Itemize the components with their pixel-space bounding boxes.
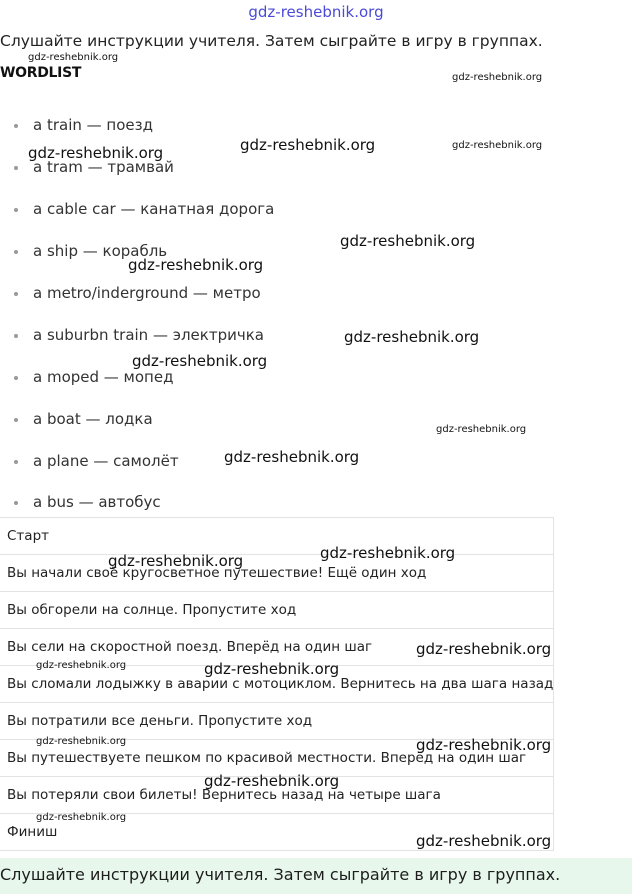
- watermark: gdz-reshebnik.org: [128, 256, 264, 274]
- watermark: gdz-reshebnik.org: [36, 736, 127, 747]
- board-cell: Вы сломали лодыжку в аварии с мотоциклом. Вернитесь на два шага назад: [0, 666, 554, 703]
- word-entry: a cable car — канатная дорога: [33, 200, 275, 218]
- board-cell: Вы начали своё кругосветное путешествие! Ещё один ход: [0, 555, 554, 592]
- bullet-icon: [14, 166, 18, 170]
- watermark: gdz-reshebnik.org: [320, 544, 456, 562]
- bullet-icon: [14, 334, 18, 338]
- site-header-link[interactable]: gdz-reshebnik.org: [248, 3, 384, 21]
- table-row: [0, 703, 554, 740]
- board-cell: Вы потеряли свои билеты! Вернитесь назад на четыре шага: [0, 777, 554, 814]
- watermark: gdz-reshebnik.org: [416, 832, 552, 850]
- board-cell: Вы обгорели на солнце. Пропустите ход: [0, 592, 554, 629]
- board-cell-finish: Финиш: [0, 814, 554, 851]
- watermark: gdz-reshebnik.org: [452, 140, 543, 151]
- bullet-icon: [14, 418, 18, 422]
- watermark: gdz-reshebnik.org: [224, 448, 360, 466]
- word-entry: a plane — самолёт: [33, 452, 179, 470]
- watermark: gdz-reshebnik.org: [204, 660, 340, 678]
- wordlist-heading: WORDLIST: [0, 65, 82, 81]
- watermark: gdz-reshebnik.org: [36, 812, 127, 823]
- bullet-icon: [14, 124, 18, 128]
- table-row: [0, 555, 554, 592]
- word-entry: a suburbn train — электричка: [33, 326, 264, 344]
- watermark: gdz-reshebnik.org: [108, 552, 244, 570]
- watermark: gdz-reshebnik.org: [436, 424, 527, 435]
- word-entry: a tram — трамвай: [33, 158, 174, 176]
- table-row: [0, 592, 554, 629]
- word-entry: a bus — автобус: [33, 493, 161, 511]
- table-row: [0, 518, 554, 555]
- word-entry: a ship — корабль: [33, 242, 168, 260]
- game-board-table: [0, 517, 554, 851]
- footer-instruction: Слушайте инструкции учителя. Затем сыграйте в игру в группах.: [0, 865, 561, 884]
- watermark: gdz-reshebnik.org: [28, 144, 164, 162]
- bullet-icon: [14, 250, 18, 254]
- word-entry: a boat — лодка: [33, 410, 153, 428]
- watermark: gdz-reshebnik.org: [204, 772, 340, 790]
- word-entry: a metro/inderground — метро: [33, 284, 261, 302]
- word-entry: a moped — мопед: [33, 368, 174, 386]
- watermark: gdz-reshebnik.org: [416, 736, 552, 754]
- bullet-icon: [14, 376, 18, 380]
- watermark: gdz-reshebnik.org: [132, 352, 268, 370]
- bullet-icon: [14, 460, 18, 464]
- bullet-icon: [14, 208, 18, 212]
- word-entry: a train — поезд: [33, 116, 153, 134]
- watermark: gdz-reshebnik.org: [340, 232, 476, 250]
- board-cell: Вы сели на скоростной поезд. Вперёд на один шаг: [0, 629, 554, 666]
- board-cell: Вы путешествуете пешком по красивой местности. Вперёд на один шаг: [0, 740, 554, 777]
- bullet-icon: [14, 292, 18, 296]
- watermark: gdz-reshebnik.org: [344, 328, 480, 346]
- board-cell-start: Старт: [0, 518, 554, 555]
- bullet-icon: [14, 501, 18, 505]
- watermark: gdz-reshebnik.org: [240, 136, 376, 154]
- watermark: gdz-reshebnik.org: [452, 72, 543, 83]
- watermark: gdz-reshebnik.org: [28, 52, 119, 63]
- watermark: gdz-reshebnik.org: [416, 640, 552, 658]
- instruction-text: Слушайте инструкции учителя. Затем сыграйте в игру в группах.: [0, 32, 543, 50]
- board-cell: Вы потратили все деньги. Пропустите ход: [0, 703, 554, 740]
- watermark: gdz-reshebnik.org: [36, 660, 127, 671]
